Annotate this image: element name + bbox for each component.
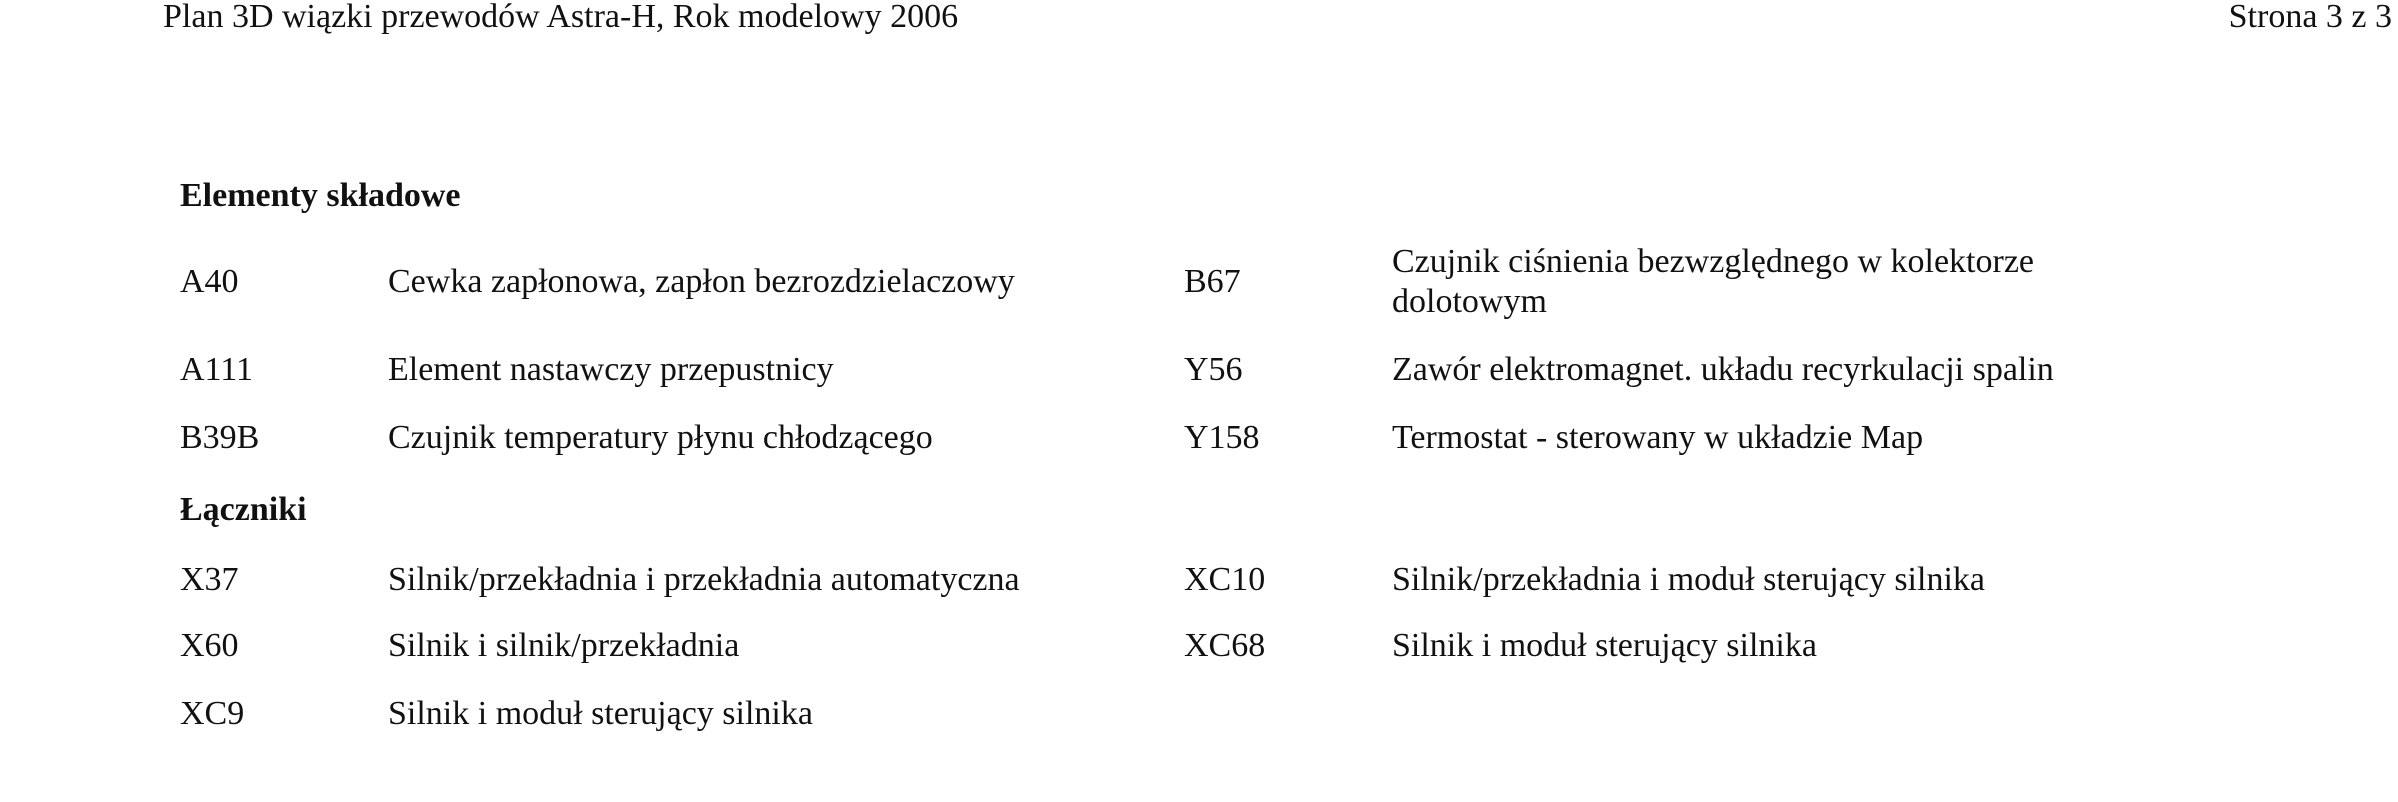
connector-description: Silnik i moduł sterujący silnika <box>1392 627 1817 664</box>
document-title: Plan 3D wiązki przewodów Astra-H, Rok modelowy 2006 <box>163 0 959 35</box>
component-code: Y158 <box>1184 419 1260 456</box>
component-code: A40 <box>180 263 239 300</box>
section-title-connectors: Łączniki <box>180 491 307 528</box>
connector-description: Silnik/przekładnia i przekładnia automatyczna <box>388 561 1020 598</box>
page-number: Strona 3 z 3 <box>2228 0 2392 35</box>
connector-code: X37 <box>180 561 239 598</box>
component-code: Y56 <box>1184 351 1243 388</box>
component-description: Czujnik ciśnienia bezwzględnego w kolektorze dolotowym <box>1392 243 2034 320</box>
connector-description: Silnik i silnik/przekładnia <box>388 627 740 664</box>
connector-code: XC68 <box>1184 627 1266 664</box>
component-description: Termostat - sterowany w układzie Map <box>1392 419 1924 456</box>
connector-code: XC9 <box>180 695 245 732</box>
connector-description: Silnik/przekładnia i moduł sterujący silnika <box>1392 561 1985 598</box>
component-description: Element nastawczy przepustnicy <box>388 351 834 388</box>
connector-code: X60 <box>180 627 239 664</box>
connector-code: XC10 <box>1184 561 1266 598</box>
connector-description: Silnik i moduł sterujący silnika <box>388 695 813 732</box>
section-title-components: Elementy składowe <box>180 177 461 214</box>
component-description: Czujnik temperatury płynu chłodzącego <box>388 419 933 456</box>
component-description: Cewka zapłonowa, zapłon bezrozdzielaczowy <box>388 263 1015 300</box>
component-description: Zawór elektromagnet. układu recyrkulacji spalin <box>1392 351 2054 388</box>
component-code: B67 <box>1184 263 1241 300</box>
component-code: A111 <box>180 351 254 388</box>
component-code: B39B <box>180 419 260 456</box>
